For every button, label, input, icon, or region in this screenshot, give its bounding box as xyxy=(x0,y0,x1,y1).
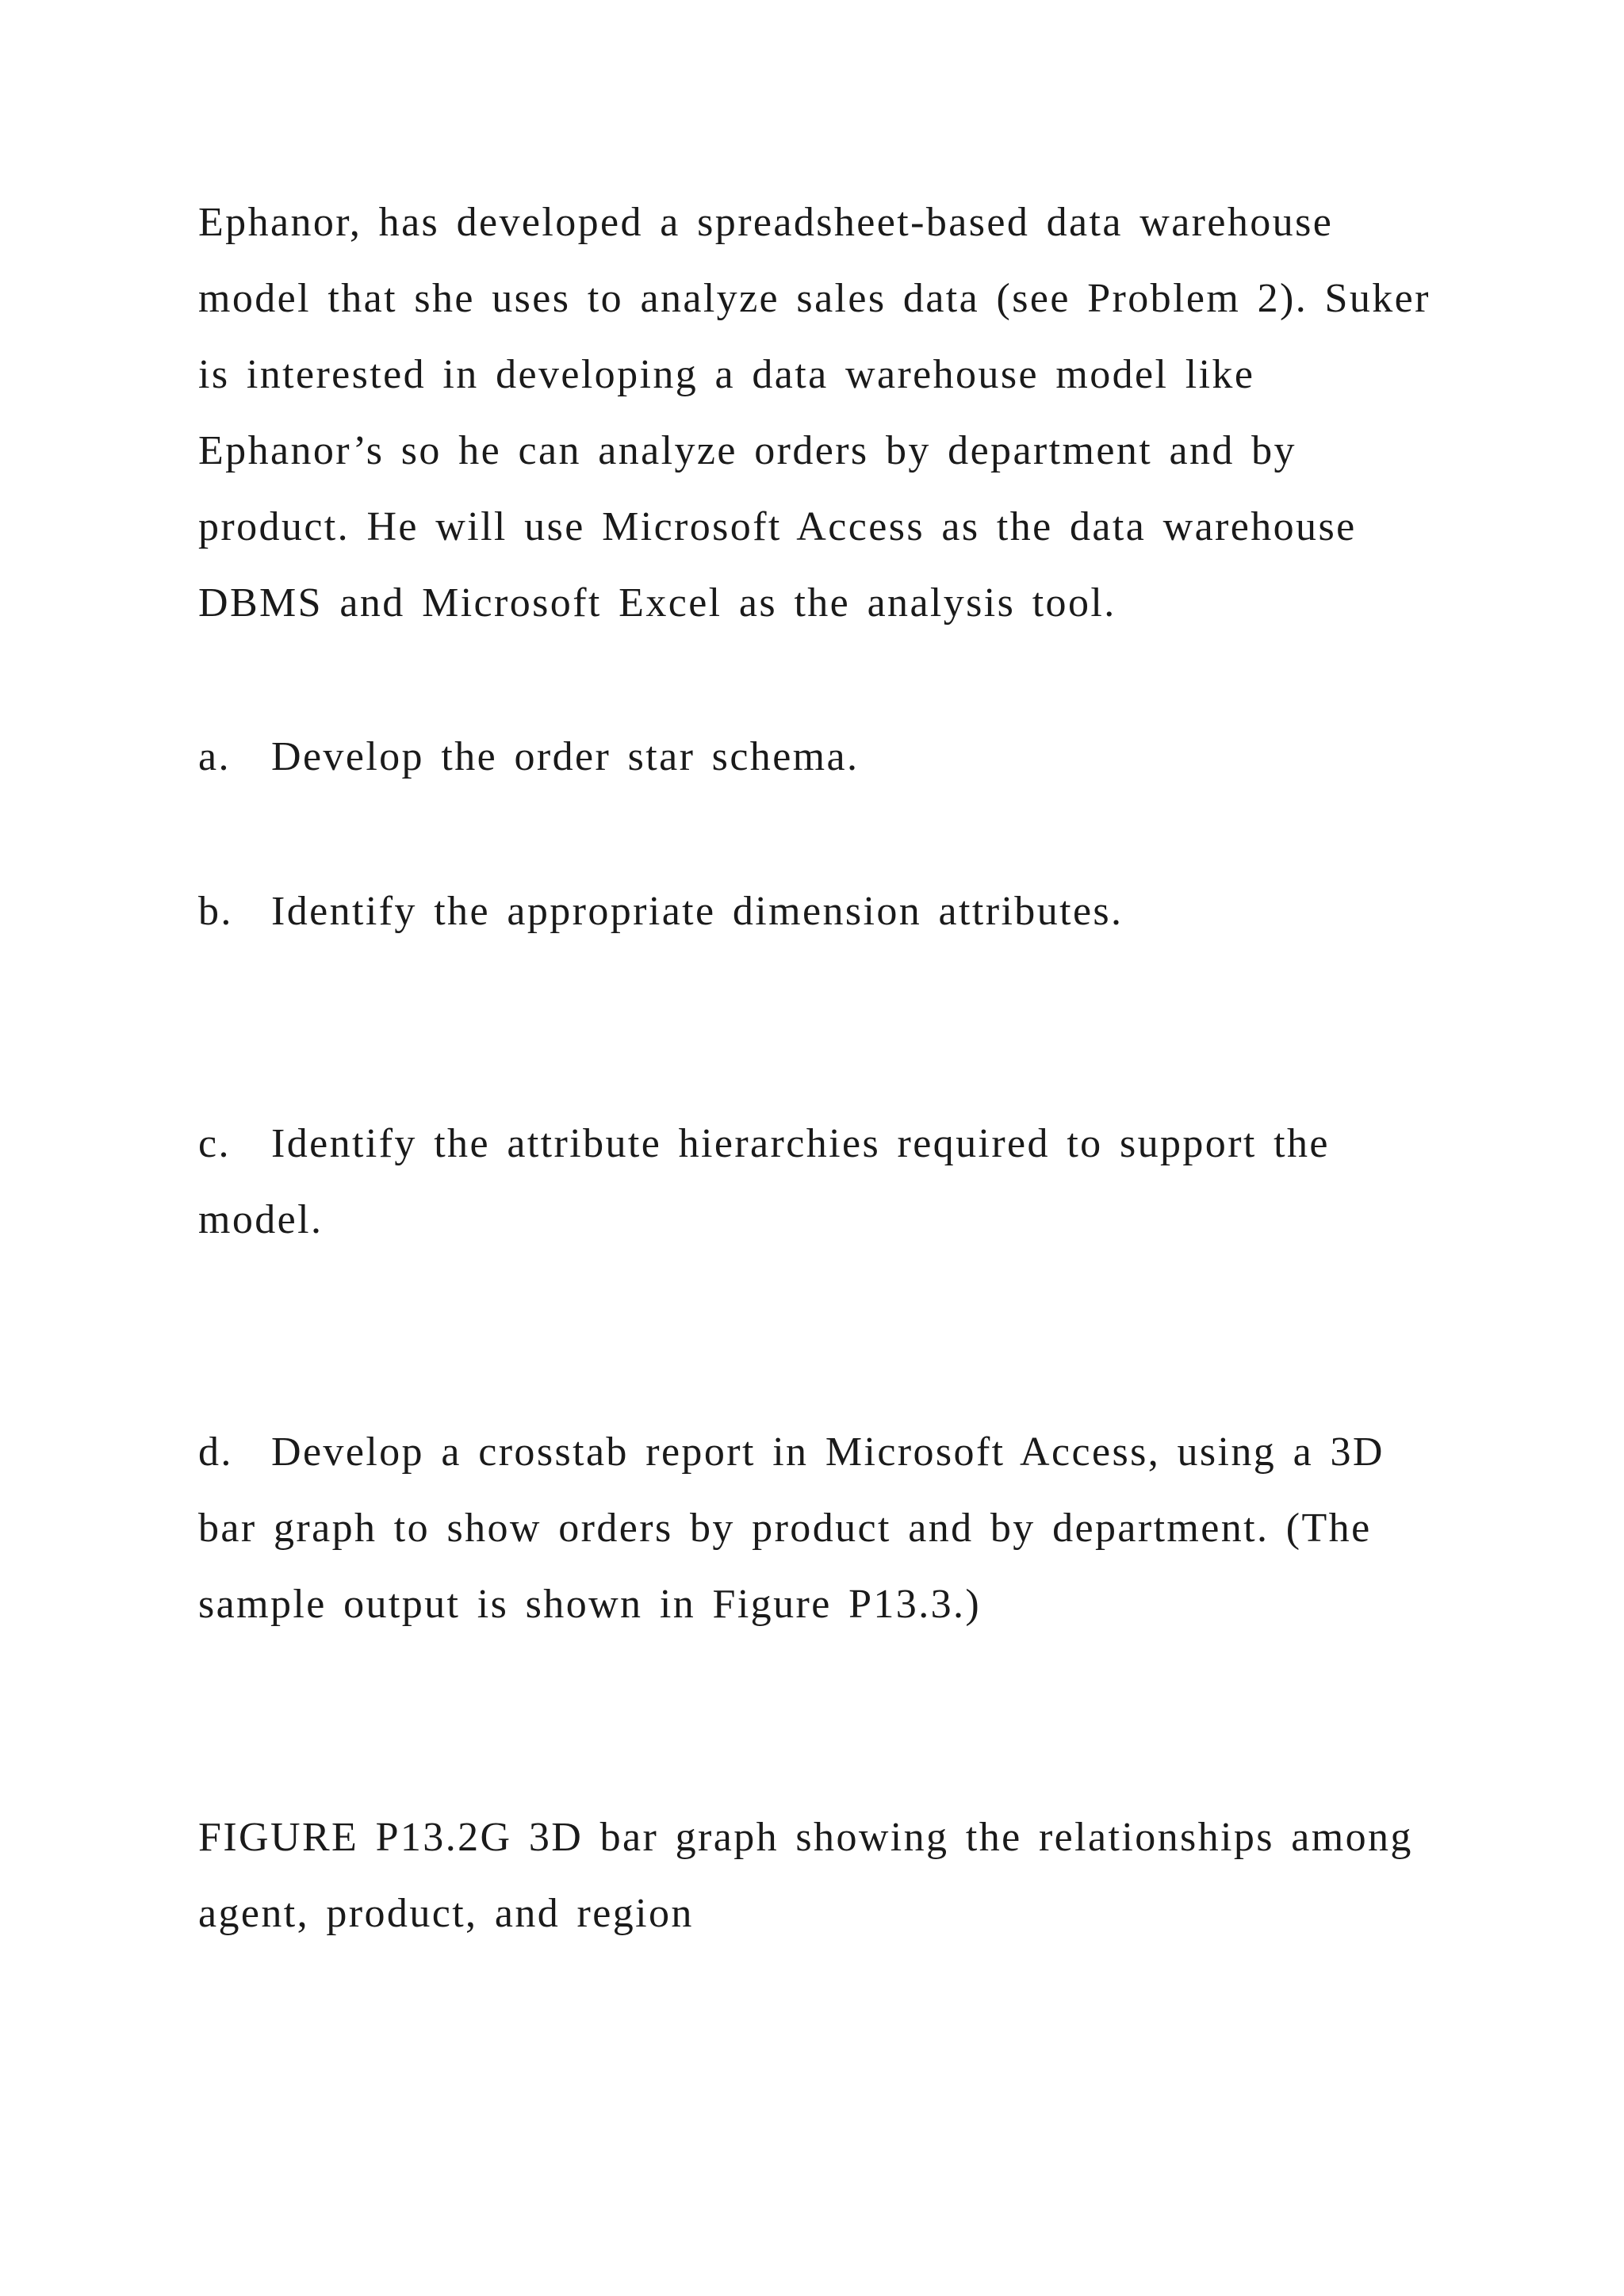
list-item-line xyxy=(198,888,1123,936)
list-item-marker: a. xyxy=(198,734,231,779)
list-item-continuation: sample output is shown in Figure P13.3.) xyxy=(198,1582,982,1627)
list-item-text: Identify the appropriate dimension attributes. xyxy=(271,889,1124,934)
list-item-text: Develop the order star schema. xyxy=(271,734,860,779)
intro-line-5: product. He will use Microsoft Access as the data warehouse xyxy=(198,504,1357,549)
figure-caption-line-1: FIGURE P13.2G 3D bar graph showing the relationships among xyxy=(198,1815,1413,1860)
intro-line-2: model that she uses to analyze sales data (see Problem 2). Suker xyxy=(198,276,1431,321)
intro-line-6: DBMS and Microsoft Excel as the analysis tool. xyxy=(198,580,1116,626)
intro-line-3: is interested in developing a data warehouse model like xyxy=(198,352,1255,397)
figure-caption-line-2: agent, product, and region xyxy=(198,1891,694,1936)
list-item-marker: d. xyxy=(198,1429,233,1475)
list-item-continuation: bar graph to show orders by product and by department. (The xyxy=(198,1506,1372,1551)
list-item-marker: c. xyxy=(198,1121,231,1166)
list-item-continuation: model. xyxy=(198,1197,324,1242)
list-item-line xyxy=(198,1429,1385,1476)
intro-line-4: Ephanor’s so he can analyze orders by department and by xyxy=(198,428,1297,473)
list-item-line xyxy=(198,1120,1330,1168)
list-item-line xyxy=(198,733,859,781)
list-item-marker: b. xyxy=(198,889,233,934)
list-item-text: Develop a crosstab report in Microsoft Access, using a 3D xyxy=(271,1429,1385,1475)
intro-line-1: Ephanor, has developed a spreadsheet-based data warehouse xyxy=(198,200,1334,245)
list-item-text: Identify the attribute hierarchies required to support the xyxy=(271,1121,1330,1166)
